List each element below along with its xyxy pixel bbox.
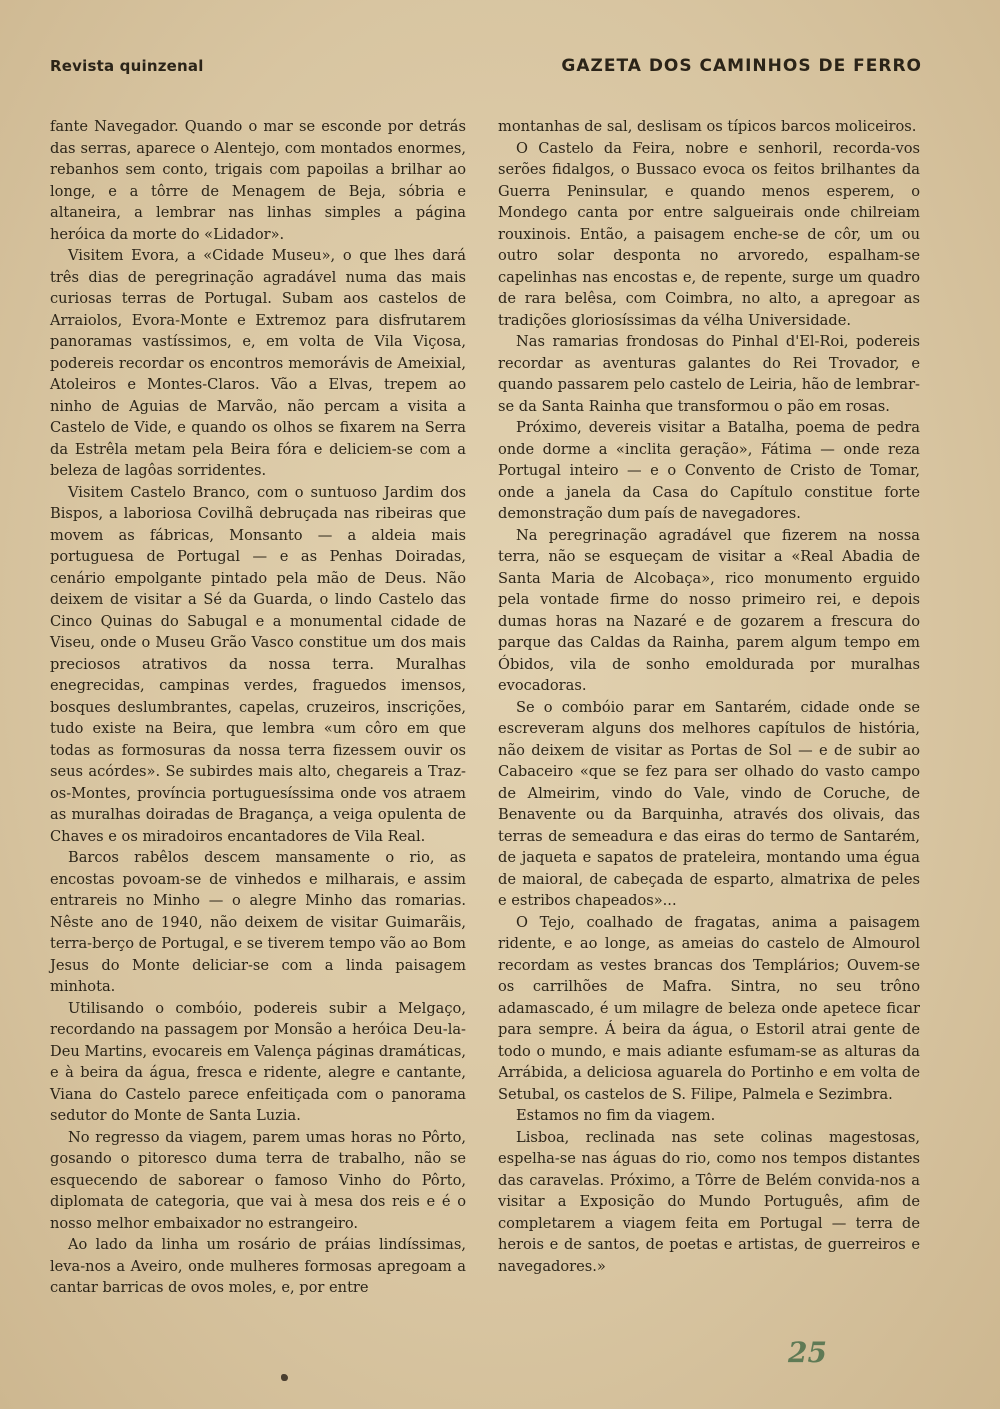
paragraph: Nas ramarias frondosas do Pinhal d'El-Roi, podereis recordar as aventuras galantes do Rei Trovador, e quando passarem pelo castelo de Leiria, hão de lembrar-se da Santa Rainha que transformou o pão em rosas.: [498, 333, 920, 415]
paragraph: montanhas de sal, deslisam os típicos barcos moliceiros.: [498, 118, 917, 135]
paragraph: Visitem Evora, a «Cidade Museu», o que lhes dará três dias de peregrinação agradável numa das mais curiosas terras de Portugal. Subam aos castelos de Arraiolos, Evora-Monte e Extremoz para disfrutarem panoramas vastíssimos, e, em volta de Vila Viçosa, podereis recordar os encontros memorávis de Ameixial, Atoleiros e Montes-Claros. Vão a Elvas, trepem ao ninho de Aguias de Marvão, não percam a visita a Castelo de Vide, e quando os olhos se fixarem na Serra da Estrêla metam pela Beira fóra e deliciem-se com a beleza de lagôas sorridentes.: [50, 247, 466, 479]
paragraph: Lisboa, reclinada nas sete colinas magestosas, espelha-se nas águas do rio, como nos tempos distantes das caravelas. Próximo, a Tôrre de Belém convida-nos a visitar a Exposição do Mundo Português, afim de completarem a viagem feita em Portugal — terra de herois e de santos, de poetas e artistas, de guerreiros e navegadores.»: [498, 1128, 920, 1275]
header-left: Revista quinzenal: [50, 57, 204, 75]
header-right: GAZETA DOS CAMINHOS DE FERRO: [561, 56, 922, 76]
paragraph: Ao lado da linha um rosário de práias lindíssimas, leva-nos a Aveiro, onde mulheres formosas apregoam a cantar barricas de ovos moles, e, por entre: [50, 1236, 466, 1296]
paragraph: O Castelo da Feira, nobre e senhoril, recorda-vos serões fidalgos, o Bussaco evoca os feitos brilhantes da Guerra Peninsular, e quando menos esperem, o Mondego canta por entre salgueirais onde chilreiam rouxinois. Então, a paisagem enche-se de côr, um ou outro solar desponta no arvoredo, espalham-se capelinhas nas encostas e, de repente, surge um quadro de rara belêsa, com Coimbra, no alto, a apregoar as tradições gloriosíssimas da vélha Universidade.: [498, 139, 920, 329]
paragraph: No regresso da viagem, parem umas horas no Pôrto, gosando o pitoresco duma terra de trabalho, não se esquecendo de saborear o famoso Vinho do Pôrto, diplomata de categoria, que vai à mesa dos reis e é o nosso melhor embaixador no estrangeiro.: [50, 1128, 466, 1232]
text-column-right: [498, 116, 920, 1277]
paragraph: Na peregrinação agradável que fizerem na nossa terra, não se esqueçam de visitar a «Real Abadia de Santa Maria de Alcobaça», rico monumento erguido pela vontade firme do nosso primeiro rei, e depois dumas horas na Nazaré e de gozarem a frescura do parque das Caldas da Rainha, parem algum tempo em Óbidos, vila de sonho emoldurada por muralhas evocadoras.: [498, 526, 920, 694]
text-column-left: [50, 116, 466, 1299]
paragraph: O Tejo, coalhado de fragatas, anima a paisagem ridente, e ao longe, as ameias do castelo de Almourol recordam as vestes brancas dos Templários; Ouvem-se os carrilhões de Mafra. Sintra, no seu trôno adamascado, é um milagre de beleza onde apetece ficar para sempre. Á beira da água, o Estoril atrai gente de todo o mundo, e mais adiante esfumam-se as alturas da Arrábida, a deliciosa aguarela do Portinho e em volta de Setubal, os castelos de S. Filipe, Palmela e Sezimbra.: [498, 913, 920, 1103]
paragraph: Visitem Castelo Branco, com o suntuoso Jardim dos Bispos, a laboriosa Covilhã debruçada nas ribeiras que movem as fábricas, Monsanto — a aldeia mais portuguesa de Portugal — e as Penhas Doiradas, cenário empolgante pintado pela mão de Deus. Não deixem de visitar a Sé da Guarda, o lindo Castelo das Cinco Quinas do Sabugal e a monumental cidade de Viseu, onde o Museu Grão Vasco constitue um dos mais preciosos atrativos da nossa terra. Muralhas enegrecidas, campinas verdes, fraguedos imensos, bosques deslumbrantes, capelas, cruzeiros, inscrições, tudo existe na Beira, que lembra «um côro em que todas as formosuras da nossa terra fizessem ouvir os seus acórdes». Se subirdes mais alto, chegareis a Traz-os-Montes, província portuguesíssima onde vos atraem as muralhas doiradas de Bragança, a veiga opulenta de Chaves e os miradoiros encantadores de Vila Real.: [50, 483, 466, 845]
page-number: 25: [788, 1336, 827, 1369]
ink-spot: [281, 1374, 288, 1381]
paragraph: Próximo, devereis visitar a Batalha, poema de pedra onde dorme a «inclita geração», Fátima — onde reza Portugal inteiro — e o Convento de Cristo de Tomar, onde a janela da Casa do Capítulo constitue forte demonstração dum país de navegadores.: [498, 419, 920, 522]
running-header: [50, 56, 922, 76]
paragraph: fante Navegador. Quando o mar se esconde por detrás das serras, aparece o Alentejo, com montados enormes, rebanhos sem conto, trigais com papoilas a brilhar ao longe, e a tôrre de Menagem de Beja, sóbria e altaneira, a lembrar nas linhas simples a página heróica da morte do «Lidador».: [50, 118, 466, 243]
paragraph: Utilisando o combóio, podereis subir a Melgaço, recordando na passagem por Monsão a heróica Deu-la-Deu Martins, evocareis em Valença páginas dramáticas, e à beira da água, fresca e ridente, alegre e cantante, Viana do Castelo parece enfeitiçada com o panorama sedutor do Monte de Santa Luzia.: [50, 999, 466, 1124]
paragraph: Se o combóio parar em Santarém, cidade onde se escreveram alguns dos melhores capítulos de história, não deixem de visitar as Portas de Sol — e de subir ao Cabaceiro «que se fez para ser olhado do vasto campo de Almeirim, vindo do Vale, vindo de Coruche, de Benavente ou da Barquinha, através dos olivais, das terras de semeadura e das eiras do termo de Santarém, de jaqueta e sapatos de prateleira, montando uma égua de maioral, de cabeçada de esparto, almatrixa de peles e estribos chapeados»...: [498, 698, 920, 909]
paragraph: Estamos no fim da viagem.: [516, 1107, 716, 1124]
paragraph: Barcos rabêlos descem mansamente o rio, as encostas povoam-se de vinhedos e milharais, e assim entrareis no Minho — o alegre Minho das romarias. Nêste ano de 1940, não deixem de visitar Guimarãis, terra-berço de Portugal, e se tiverem tempo vão ao Bom Jesus do Monte deliciar-se com a linda paisagem minhota.: [50, 849, 466, 995]
